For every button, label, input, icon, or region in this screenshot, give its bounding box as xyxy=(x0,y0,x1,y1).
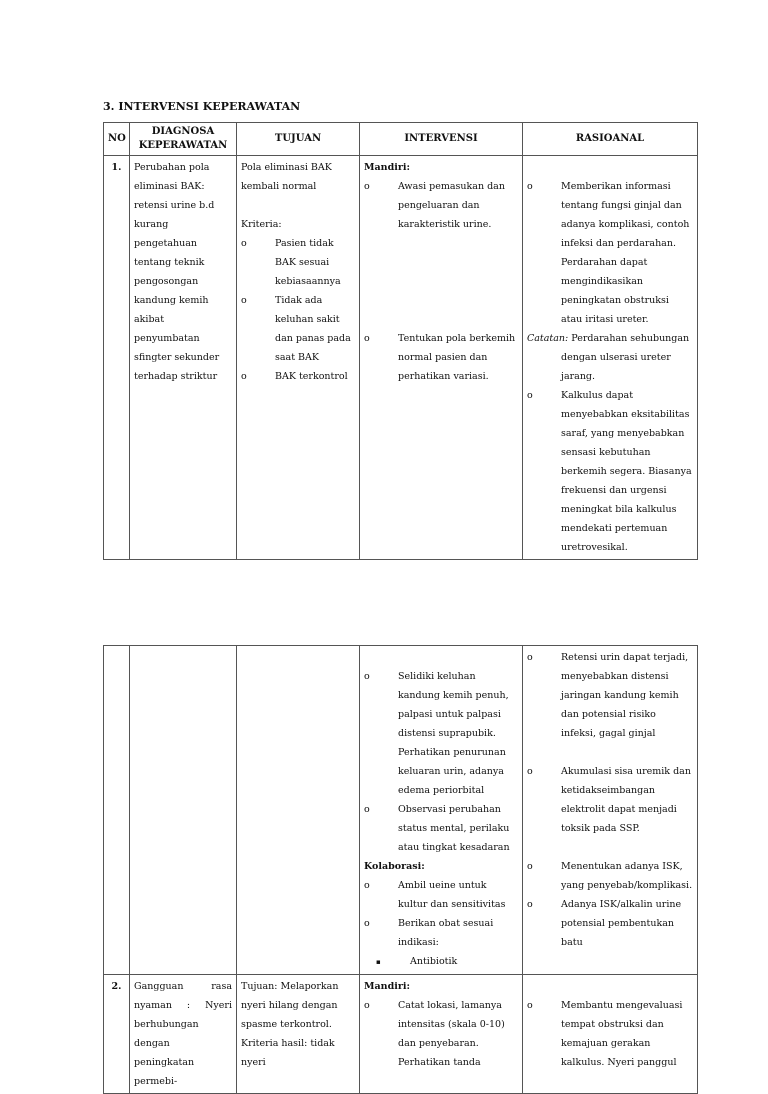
cont-intervensi xyxy=(360,646,523,975)
cont-rasional-6: Adanya ISK/alkalin urine potensial pembentukan batu xyxy=(561,899,682,948)
row2-intervensi xyxy=(360,975,523,1094)
bullet-icon: o xyxy=(527,861,533,872)
row2-rasional-item xyxy=(527,996,693,1072)
cont-intervensi-item xyxy=(364,667,518,800)
cont-tujuan xyxy=(237,646,360,975)
cont-intervensi-3: Selidiki keluhan kandung kemih penuh, palpasi untuk palpasi distensi suprapubik. Perhatikan penurunan keluaran urin, adanya edema periorbital xyxy=(398,671,509,796)
bullet-icon: o xyxy=(527,766,533,777)
cont-intervensi-5: Ambil ueine untuk kultur dan sensitivitas xyxy=(398,880,506,910)
header-diagnosa-line1: DIAGNOSA xyxy=(151,126,215,137)
bullet-icon: o xyxy=(241,371,247,382)
row1-mandiri-label: Mandiri: xyxy=(364,162,410,173)
cont-intervensi-item xyxy=(364,914,518,952)
square-bullet-icon: ▪ xyxy=(376,958,381,966)
header-rasional: RASIOANAL xyxy=(523,123,698,156)
bullet-icon: o xyxy=(364,918,370,929)
bullet-icon: o xyxy=(364,1000,370,1011)
bullet-icon: o xyxy=(364,804,370,815)
row1-rasional xyxy=(523,156,698,560)
bullet-icon: o xyxy=(241,238,247,249)
cont-kolaborasi-label: Kolaborasi: xyxy=(364,861,425,872)
header-diagnosa xyxy=(130,123,237,156)
row2-mandiri-label: Mandiri: xyxy=(364,981,410,992)
row1-rasional-item xyxy=(527,386,693,557)
intervention-table-page-2 xyxy=(103,645,698,1094)
bullet-icon: o xyxy=(364,333,370,344)
row1-kriteria-item xyxy=(241,234,355,291)
row2-rasional xyxy=(523,975,698,1094)
table-header-row xyxy=(104,123,698,156)
intervention-table-page-1 xyxy=(103,122,698,560)
cont-intervensi-item xyxy=(364,800,518,857)
row1-rasional-1: Memberikan informasi tentang fungsi ginjal dan adanya komplikasi, contoh infeksi dan perdarahan. Perdarahan dapat mengindikasikan peningkatan obstruksi atau iritasi ureter. xyxy=(561,181,690,325)
row1-kriteria-item xyxy=(241,291,355,367)
row2-rasional-1: Membantu mengevaluasi tempat obstruksi dan kemajuan gerakan kalkulus. Nyeri panggul xyxy=(561,1000,683,1068)
row1-kriteria-item xyxy=(241,367,355,386)
row1-intervensi xyxy=(360,156,523,560)
table-row xyxy=(104,975,698,1094)
row1-diagnosa: Perubahan pola eliminasi BAK: retensi urine b.d kurang pengetahuan tentang teknik pengosongan kandung kemih akibat penyumbatan sfingter sekunder terhadap striktur xyxy=(130,156,237,560)
bullet-icon: o xyxy=(364,671,370,682)
row1-tujuan xyxy=(237,156,360,560)
cont-rasional-3: Retensi urin dapat terjadi, menyebabkan distensi jaringan kandung kemih dan potensial risiko infeksi, gagal ginjal xyxy=(561,652,689,739)
cont-no xyxy=(104,646,130,975)
row1-catatan-label: Catatan: xyxy=(527,333,569,344)
cont-rasional-5: Menentukan adanya ISK, yang penyebab/komplikasi. xyxy=(561,861,693,891)
row2-no: 2. xyxy=(104,975,130,1094)
bullet-icon: o xyxy=(527,652,533,663)
cont-intervensi-4: Observasi perubahan status mental, perilaku atau tingkat kesadaran xyxy=(398,804,510,853)
header-intervensi: INTERVENSI xyxy=(360,123,523,156)
row1-intervensi-1: Awasi pemasukan dan pengeluaran dan karakteristik urine. xyxy=(398,181,505,230)
row1-intervensi-item xyxy=(364,329,518,386)
row1-rasional-2: Kalkulus dapat menyebabkan eksitabilitas saraf, yang menyebabkan sensasi kebutuhan berkemih segera. Biasanya frekuensi dan urgensi meningkat bila kalkulus mendekati pertemuan uretrovesikal. xyxy=(561,390,692,553)
bullet-icon: o xyxy=(364,880,370,891)
cont-rasional-item xyxy=(527,857,693,895)
cont-rasional-item xyxy=(527,762,693,838)
cont-intervensi-subitem xyxy=(364,952,518,972)
bullet-icon: o xyxy=(527,181,533,192)
bullet-icon: o xyxy=(527,1000,533,1011)
section-heading: 3. INTERVENSI KEPERAWATAN xyxy=(103,100,301,113)
cont-intervensi-6: Berikan obat sesuai indikasi: xyxy=(398,918,494,948)
cont-intervensi-6a: Antibiotik xyxy=(410,956,458,967)
cont-rasional-item xyxy=(527,895,693,952)
row2-tujuan: Tujuan: Melaporkan nyeri hilang dengan spasme terkontrol. Kriteria hasil: tidak nyeri xyxy=(237,975,360,1094)
bullet-icon: o xyxy=(527,899,533,910)
row2-intervensi-1: Catat lokasi, lamanya intensitas (skala 0-10) dan penyebaran. Perhatikan tanda xyxy=(398,1000,505,1068)
cont-rasional xyxy=(523,646,698,975)
row1-tujuan-goal: Pola eliminasi BAK kembali normal xyxy=(241,162,332,192)
cont-rasional-4: Akumulasi sisa uremik dan ketidakseimbangan elektrolit dapat menjadi toksik pada SSP. xyxy=(561,766,691,834)
row1-kriteria-3: BAK terkontrol xyxy=(275,371,348,382)
header-diagnosa-line2: KEPERAWATAN xyxy=(138,140,228,151)
row1-kriteria-2: Tidak ada keluhan sakit dan panas pada saat BAK xyxy=(275,295,351,363)
bullet-icon: o xyxy=(527,390,533,401)
cont-diagnosa xyxy=(130,646,237,975)
row1-intervensi-2: Tentukan pola berkemih normal pasien dan perhatikan variasi. xyxy=(398,333,516,382)
cont-rasional-item xyxy=(527,648,693,743)
cont-intervensi-item xyxy=(364,876,518,914)
row1-catatan-text: Perdarahan sehubungan dengan ulserasi ureter jarang. xyxy=(561,333,690,382)
table-row xyxy=(104,156,698,560)
bullet-icon: o xyxy=(241,295,247,306)
header-no: NO xyxy=(104,123,130,156)
row1-intervensi-item xyxy=(364,177,518,329)
row1-no: 1. xyxy=(104,156,130,560)
row1-kriteria-label: Kriteria: xyxy=(241,219,282,230)
header-tujuan: TUJUAN xyxy=(237,123,360,156)
row1-rasional-item xyxy=(527,177,693,386)
table-row xyxy=(104,646,698,975)
row1-kriteria-1: Pasien tidak BAK sesuai kebiasaannya xyxy=(275,238,341,287)
row2-intervensi-item xyxy=(364,996,518,1072)
bullet-icon: o xyxy=(364,181,370,192)
row2-diagnosa: Gangguan rasa nyaman : Nyeri berhubungan dengan peningkatan permebi- xyxy=(130,975,237,1094)
